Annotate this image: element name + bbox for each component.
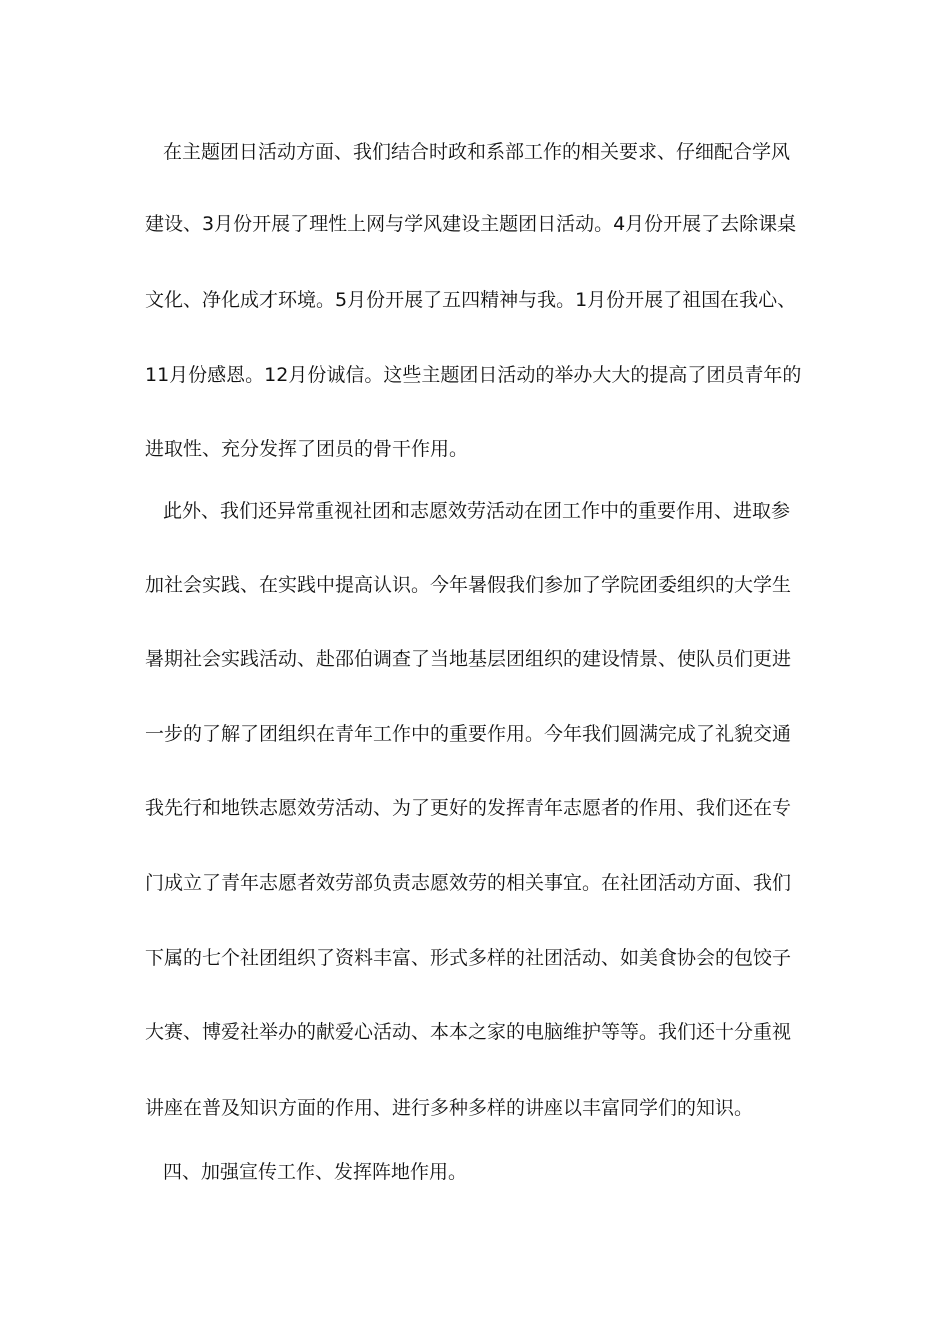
section-heading-4: 四、加强宣传工作、发挥阵地作用。	[163, 1161, 468, 1183]
paragraph-2-line-8: 大赛、博爱社举办的献爱心活动、本本之家的电脑维护等等。我们还十分重视	[145, 1021, 792, 1043]
paragraph-1-line-3: 文化、净化成才环境。5月份开展了五四精神与我。1月份开展了祖国在我心、	[145, 289, 797, 311]
paragraph-2-line-6: 门成立了青年志愿者效劳部负责志愿效劳的相关事宜。在社团活动方面、我们	[145, 872, 792, 894]
paragraph-2-line-1: 此外、我们还异常重视社团和志愿效劳活动在团工作中的重要作用、进取参	[163, 500, 791, 522]
paragraph-2-line-2: 加社会实践、在实践中提高认识。今年暑假我们参加了学院团委组织的大学生	[145, 574, 792, 596]
paragraph-2-line-5: 我先行和地铁志愿效劳活动、为了更好的发挥青年志愿者的作用、我们还在专	[145, 797, 792, 819]
paragraph-1-line-4: 11月份感恩。12月份诚信。这些主题团日活动的举办大大的提高了团员青年的	[145, 364, 802, 386]
paragraph-2-line-4: 一步的了解了团组织在青年工作中的重要作用。今年我们圆满完成了礼貌交通	[145, 723, 792, 745]
paragraph-2-line-3: 暑期社会实践活动、赴邵伯调查了当地基层团组织的建设情景、使队员们更进	[145, 648, 792, 670]
paragraph-1-line-2: 建设、3月份开展了理性上网与学风建设主题团日活动。4月份开展了去除课桌	[145, 213, 797, 235]
paragraph-2-line-9: 讲座在普及知识方面的作用、进行多种多样的讲座以丰富同学们的知识。	[145, 1097, 754, 1119]
paragraph-2-line-7: 下属的七个社团组织了资料丰富、形式多样的社团活动、如美食协会的包饺子	[145, 947, 792, 969]
paragraph-1-line-5: 进取性、充分发挥了团员的骨干作用。	[145, 438, 469, 460]
paragraph-1-line-1: 在主题团日活动方面、我们结合时政和系部工作的相关要求、仔细配合学风	[163, 141, 791, 163]
